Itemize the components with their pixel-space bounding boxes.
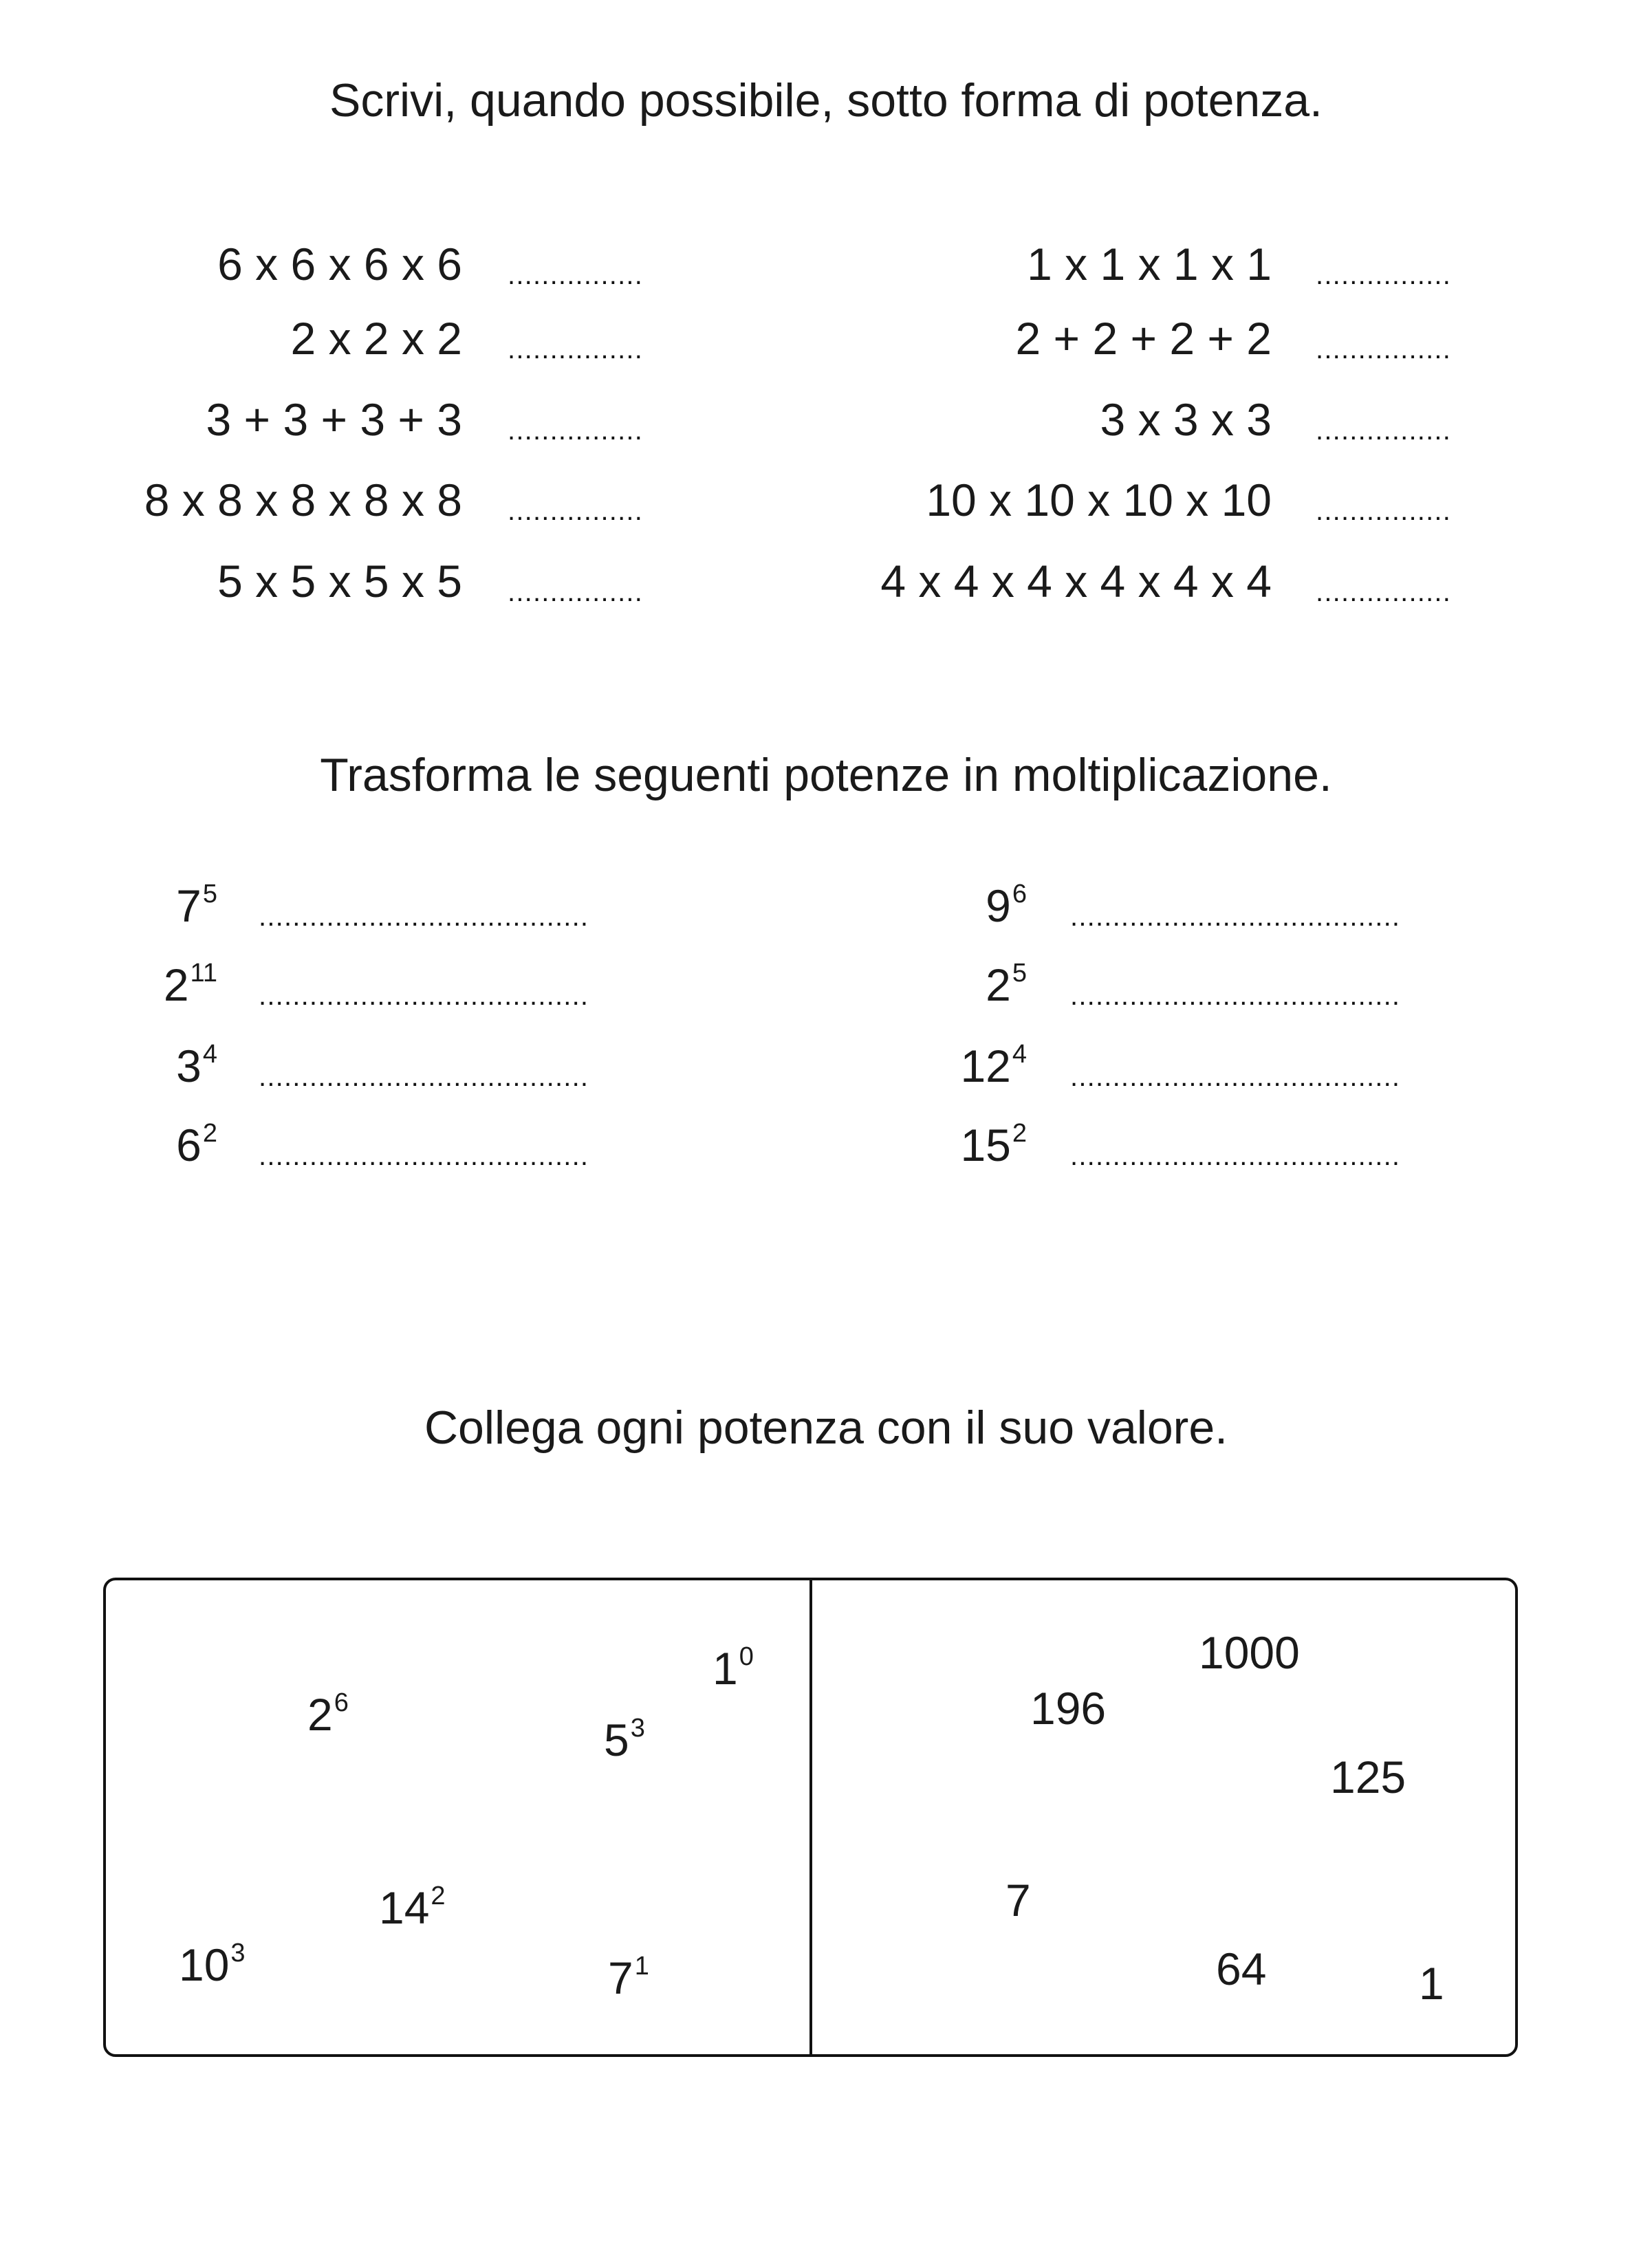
power <box>960 1038 1027 1101</box>
power-item[interactable] <box>608 1950 649 2013</box>
power-exponent: 3 <box>630 1714 645 1743</box>
power <box>986 878 1027 941</box>
answer-blank[interactable]: ................ <box>508 578 644 606</box>
section3-title: Collega ogni potenza con il suo valore. <box>424 1402 1228 1454</box>
power-exponent: 0 <box>739 1642 754 1671</box>
answer-blank[interactable]: ....................................... <box>1070 982 1401 1010</box>
power-exponent: 4 <box>202 1040 217 1069</box>
power-base: 3 <box>176 1041 202 1091</box>
power-base: 15 <box>960 1120 1011 1170</box>
power-base: 2 <box>163 959 189 1010</box>
answer-blank[interactable]: ................ <box>1316 497 1452 525</box>
section2-title: Trasforma le seguenti potenze in moltiplicazione. <box>320 749 1332 801</box>
expression: 2 + 2 + 2 + 2 <box>1015 313 1272 364</box>
answer-blank[interactable]: ................ <box>508 336 644 363</box>
power-base: 6 <box>176 1120 202 1170</box>
value-item[interactable]: 1 <box>1419 1958 1444 2009</box>
power-base: 9 <box>986 880 1011 931</box>
matching-divider <box>809 1579 812 2054</box>
power-item[interactable] <box>604 1712 645 1775</box>
expression: 1 x 1 x 1 x 1 <box>1027 239 1272 290</box>
value-item[interactable]: 7 <box>1006 1875 1031 1926</box>
power-exponent: 6 <box>1012 880 1027 908</box>
expression: 5 x 5 x 5 x 5 <box>217 556 462 607</box>
power-exponent: 1 <box>634 1952 649 1981</box>
power-base: 2 <box>986 959 1011 1010</box>
power-base: 1 <box>713 1643 738 1694</box>
power-exponent: 5 <box>1012 959 1027 988</box>
power-exponent: 2 <box>202 1119 217 1148</box>
answer-blank[interactable]: ................ <box>1316 417 1452 444</box>
power-base: 2 <box>307 1689 333 1740</box>
power-base: 5 <box>604 1714 629 1765</box>
power-base: 14 <box>379 1882 430 1933</box>
answer-blank[interactable]: ....................................... <box>1070 1063 1401 1091</box>
section1-title: Scrivi, quando possibile, sotto forma di potenza. <box>329 74 1323 127</box>
answer-blank[interactable]: ....................................... <box>259 982 589 1010</box>
answer-blank[interactable]: ................ <box>508 497 644 525</box>
power <box>986 957 1027 1020</box>
power-item[interactable] <box>379 1880 446 1943</box>
power-exponent: 3 <box>230 1939 246 1968</box>
power <box>176 878 217 941</box>
power-exponent: 6 <box>334 1688 349 1717</box>
power <box>960 1118 1027 1180</box>
power-exponent: 2 <box>1012 1119 1027 1148</box>
power-exponent: 2 <box>431 1882 446 1910</box>
power-item[interactable] <box>307 1687 349 1750</box>
power-base: 7 <box>608 1952 633 2003</box>
answer-blank[interactable]: ....................................... <box>1070 1142 1401 1170</box>
expression: 2 x 2 x 2 <box>290 313 462 364</box>
expression: 4 x 4 x 4 x 4 x 4 x 4 <box>880 556 1272 607</box>
value-item[interactable]: 125 <box>1330 1752 1406 1802</box>
answer-blank[interactable]: ................ <box>1316 336 1452 363</box>
power <box>176 1038 217 1101</box>
value-item[interactable]: 196 <box>1030 1683 1107 1734</box>
power-exponent: 5 <box>202 880 217 908</box>
expression: 10 x 10 x 10 x 10 <box>926 475 1272 525</box>
answer-blank[interactable]: ................ <box>1316 578 1452 606</box>
answer-blank[interactable]: ....................................... <box>259 903 589 930</box>
expression: 3 + 3 + 3 + 3 <box>206 394 462 445</box>
answer-blank[interactable]: ................ <box>508 261 644 289</box>
answer-blank[interactable]: ....................................... <box>259 1063 589 1091</box>
power-exponent: 4 <box>1012 1040 1027 1069</box>
power <box>164 957 217 1020</box>
power-base: 7 <box>176 880 202 931</box>
power-exponent: 11 <box>190 959 217 988</box>
power-item[interactable] <box>179 1937 246 2000</box>
value-item[interactable]: 64 <box>1216 1943 1267 1994</box>
answer-blank[interactable]: ....................................... <box>1070 903 1401 930</box>
expression: 3 x 3 x 3 <box>1100 394 1272 445</box>
answer-blank[interactable]: ................ <box>1316 261 1452 289</box>
value-item[interactable]: 1000 <box>1199 1627 1300 1678</box>
power-base: 10 <box>179 1939 230 1990</box>
power-base: 12 <box>960 1041 1011 1091</box>
answer-blank[interactable]: ....................................... <box>259 1142 589 1170</box>
power <box>176 1118 217 1180</box>
answer-blank[interactable]: ................ <box>508 417 644 444</box>
power-item[interactable] <box>713 1641 754 1703</box>
expression: 8 x 8 x 8 x 8 x 8 <box>144 475 462 525</box>
expression: 6 x 6 x 6 x 6 <box>217 239 462 290</box>
